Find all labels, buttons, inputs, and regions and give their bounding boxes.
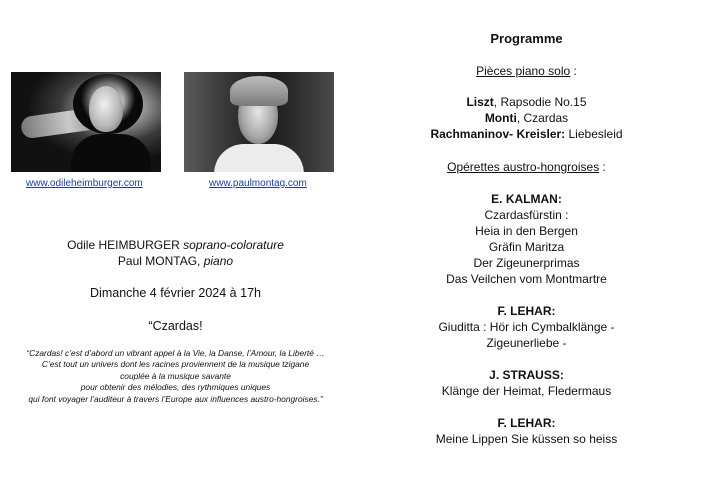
concert-title: “Czardas!	[148, 319, 203, 333]
solo-composer: Liszt	[466, 95, 494, 109]
paul-website-link[interactable]: www.paulmontag.com	[209, 178, 307, 189]
solo-work: , Rapsodie No.15	[493, 95, 587, 109]
odile-heimburger-photo	[11, 72, 161, 172]
solo-heading-text: Pièces piano solo	[476, 64, 571, 78]
lehar-composer: F. LEHAR:	[497, 416, 556, 430]
description-line: couplée à la musique savante	[120, 370, 231, 381]
strauss-work: Klänge der Heimat, Fledermaus	[441, 384, 612, 398]
photo-face-shape	[89, 86, 123, 132]
lehar-work: Giuditta : Hör ich Cymbalklänge -	[438, 320, 615, 334]
photo-hair-shape	[230, 76, 288, 106]
solo-item	[351, 95, 702, 109]
kalman-composer: E. KALMAN:	[491, 192, 562, 206]
odile-website-link[interactable]: www.odileheimburger.com	[26, 178, 143, 189]
photo-shirt-shape	[214, 144, 304, 172]
operetta-section-heading	[351, 160, 702, 174]
performer-role: soprano-colorature	[183, 238, 284, 252]
performers-block	[0, 237, 351, 269]
performer-name: Odile HEIMBURGER	[67, 238, 180, 252]
performer-name: Paul MONTAG,	[117, 254, 201, 268]
solo-item	[351, 111, 702, 125]
performer-paul	[0, 253, 351, 269]
kalman-work: Czardasfürstin :	[484, 208, 569, 222]
strauss-composer: J. STRAUSS:	[489, 368, 564, 382]
concert-date: Dimanche 4 février 2024 à 17h	[90, 286, 261, 300]
solo-section-heading	[351, 64, 702, 78]
solo-composer: Rachmaninov- Kreisler:	[430, 127, 566, 141]
programme-heading: Programme	[490, 31, 563, 46]
photo-dress-shape	[71, 134, 151, 172]
solo-item	[351, 127, 702, 141]
operetta-heading-text: Opérettes austro-hongroises	[447, 160, 600, 174]
paul-montag-photo	[184, 72, 334, 172]
solo-work: Liebesleid	[565, 127, 623, 141]
description-line: C’est tout un univers dont les racines proviennent de la musique tzigane	[41, 359, 310, 370]
performer-odile	[0, 237, 351, 253]
kalman-work: Gräfin Maritza	[488, 240, 565, 254]
solo-composer: Monti	[484, 111, 517, 125]
solo-work: , Czardas	[516, 111, 569, 125]
description-line: “Czardas! c’est d’abord un vibrant appel à la Vie, la Danse, l’Amour, la Liberté …	[26, 348, 325, 358]
kalman-work: Heia in den Bergen	[475, 224, 578, 238]
lehar-composer: F. LEHAR:	[497, 304, 556, 318]
operetta-heading-colon: :	[599, 160, 606, 174]
lehar-work: Meine Lippen Sie küssen so heiss	[435, 432, 618, 446]
solo-heading-colon: :	[570, 64, 577, 78]
kalman-work: Der Zigeunerprimas	[473, 256, 580, 270]
description-line: pour obtenir des mélodies, des rythmiques uniques	[80, 382, 271, 393]
kalman-work: Das Veilchen vom Montmartre	[446, 272, 607, 286]
lehar-work: Zigeunerliebe -	[486, 336, 567, 350]
description-line: qui font voyager l’auditeur à travers l’Europe aux influences austro-hongroises.”	[28, 393, 323, 404]
performer-role: piano	[203, 254, 234, 268]
concert-description	[0, 348, 351, 405]
